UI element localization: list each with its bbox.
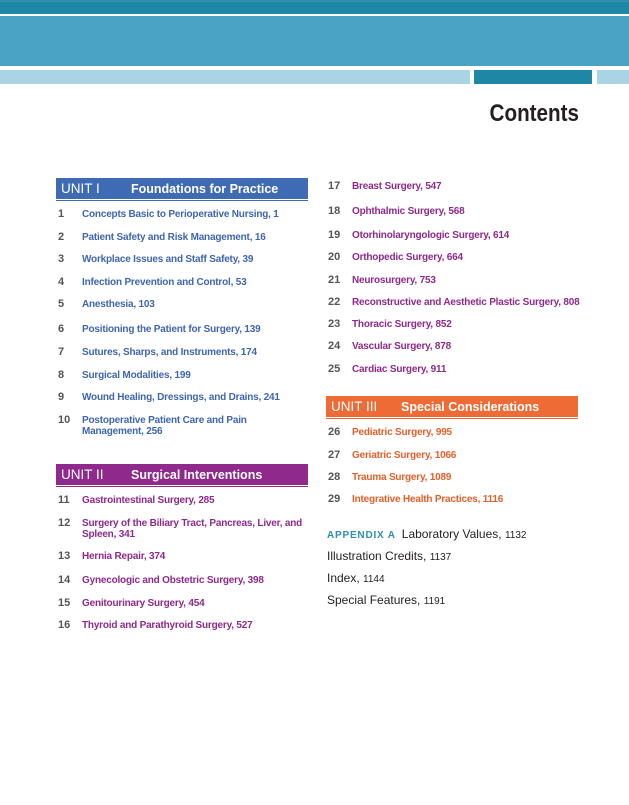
chapter-title: Hernia Repair, 374: [82, 551, 166, 562]
header-strip-light: [0, 70, 470, 84]
unit-rule: [326, 418, 578, 419]
header-band-dark: [0, 2, 629, 14]
toc-entry-8[interactable]: [58, 370, 306, 381]
chapter-number: 3: [58, 253, 65, 265]
unit-header-2: [56, 464, 308, 485]
backmatter-title: Index,: [327, 571, 360, 585]
toc-entry-20[interactable]: [328, 252, 576, 263]
toc-entry-22[interactable]: [328, 297, 602, 308]
toc-entry-29[interactable]: [328, 494, 576, 505]
toc-entry-21[interactable]: [328, 275, 576, 286]
chapter-title: Workplace Issues and Staff Safety, 39: [82, 254, 254, 265]
chapter-number: 28: [328, 471, 341, 483]
chapter-title: Pediatric Surgery, 995: [352, 427, 452, 438]
chapter-number: 4: [58, 276, 65, 288]
toc-entry-23[interactable]: [328, 319, 576, 330]
chapter-title: Neurosurgery, 753: [352, 275, 436, 286]
backmatter-entry-special-features[interactable]: [327, 593, 445, 607]
toc-entry-19[interactable]: [328, 230, 576, 241]
backmatter-page: 1191: [423, 596, 446, 607]
chapter-title: Genitourinary Surgery, 454: [82, 598, 205, 609]
chapter-title: Gynecologic and Obstetric Surgery, 398: [82, 575, 264, 586]
chapter-number: 21: [328, 274, 341, 286]
chapter-title: Ophthalmic Surgery, 568: [352, 206, 465, 217]
toc-entry-7[interactable]: [58, 347, 306, 358]
chapter-number: 14: [58, 574, 71, 586]
toc-entry-5[interactable]: [58, 299, 306, 310]
backmatter-page: 1137: [429, 552, 452, 563]
backmatter-entry-index[interactable]: [327, 571, 385, 585]
appendix-label: APPENDIX A: [327, 530, 396, 541]
toc-entry-13[interactable]: [58, 551, 306, 562]
chapter-title: Orthopedic Surgery, 664: [352, 252, 463, 263]
toc-entry-11[interactable]: [58, 495, 306, 506]
chapter-number: 2: [58, 231, 65, 243]
chapter-title: Cardiac Surgery, 911: [352, 364, 447, 375]
unit-rule: [56, 486, 308, 487]
chapter-title: Postoperative Patient Care and Pain Management, 256: [82, 415, 247, 437]
chapter-title: Wound Healing, Dressings, and Drains, 241: [82, 392, 280, 403]
chapter-number: 7: [58, 346, 65, 358]
toc-entry-3[interactable]: [58, 254, 306, 265]
toc-entry-2[interactable]: [58, 232, 306, 243]
chapter-number: 29: [328, 493, 341, 505]
chapter-number: 19: [328, 229, 341, 241]
toc-entry-10[interactable]: [58, 415, 272, 437]
toc-entry-28[interactable]: [328, 472, 576, 483]
chapter-number: 27: [328, 449, 341, 461]
chapter-number: 1: [58, 208, 65, 220]
chapter-title: Geriatric Surgery, 1066: [352, 450, 457, 461]
unit-number: UNIT III: [331, 399, 378, 414]
chapter-number: 20: [328, 251, 341, 263]
chapter-number: 25: [328, 363, 341, 375]
chapter-number: 15: [58, 597, 71, 609]
chapter-number: 8: [58, 369, 65, 381]
header-strip-accent: [474, 70, 592, 84]
chapter-title: Vascular Surgery, 878: [352, 341, 452, 352]
unit-title: Special Considerations: [401, 399, 540, 414]
chapter-number: 23: [328, 318, 341, 330]
chapter-title: Otorhinolaryngologic Surgery, 614: [352, 230, 510, 241]
chapter-title: Surgery of the Biliary Tract, Pancreas, Liver, and Spleen, 341: [82, 518, 303, 540]
appendix-page: 1132: [504, 530, 527, 541]
toc-entry-15[interactable]: [58, 598, 306, 609]
toc-entry-16[interactable]: [58, 620, 306, 631]
chapter-number: 26: [328, 426, 341, 438]
backmatter-title: Special Features,: [327, 593, 421, 607]
toc-entry-12[interactable]: [58, 518, 306, 540]
unit-title: Foundations for Practice: [131, 181, 279, 196]
toc-entry-17[interactable]: [328, 181, 576, 192]
unit-number: UNIT I: [61, 181, 100, 196]
toc-entry-1[interactable]: [58, 209, 306, 220]
chapter-number: 12: [58, 517, 71, 529]
header-band: [0, 16, 629, 66]
backmatter-page: 1144: [363, 574, 385, 585]
chapter-title: Sutures, Sharps, and Instruments, 174: [82, 347, 257, 358]
chapter-number: 18: [328, 205, 341, 217]
chapter-title: Trauma Surgery, 1089: [352, 472, 452, 483]
toc-entry-9[interactable]: [58, 392, 306, 403]
toc-entry-6[interactable]: [58, 324, 306, 335]
unit-header-1: [56, 178, 308, 199]
backmatter-entry-credits[interactable]: [327, 549, 451, 563]
chapter-number: 10: [58, 414, 71, 426]
chapter-title: Integrative Health Practices, 1116: [352, 494, 504, 505]
chapter-title: Patient Safety and Risk Management, 16: [82, 232, 266, 243]
unit-number: UNIT II: [61, 467, 104, 482]
chapter-title: Infection Prevention and Control, 53: [82, 277, 247, 288]
chapter-title: Positioning the Patient for Surgery, 139: [82, 324, 261, 335]
chapter-number: 16: [58, 619, 71, 631]
toc-entry-24[interactable]: [328, 341, 576, 352]
appendix-entry[interactable]: [327, 527, 526, 541]
chapter-title: Surgical Modalities, 199: [82, 370, 191, 381]
chapter-title: Thoracic Surgery, 852: [352, 319, 452, 330]
toc-entry-25[interactable]: [328, 364, 576, 375]
toc-entry-26[interactable]: [328, 427, 576, 438]
appendix-title: Laboratory Values,: [401, 527, 502, 541]
toc-entry-18[interactable]: [328, 206, 576, 217]
chapter-number: 17: [328, 180, 341, 192]
unit-title: Surgical Interventions: [131, 467, 263, 482]
chapter-title: Thyroid and Parathyroid Surgery, 527: [82, 620, 253, 631]
unit-header-3: [326, 396, 578, 417]
chapter-title: Breast Surgery, 547: [352, 181, 442, 192]
header-strip-light-right: [597, 70, 629, 84]
chapter-number: 22: [328, 296, 341, 308]
chapter-number: 24: [328, 340, 341, 352]
backmatter-title: Illustration Credits,: [327, 549, 427, 563]
chapter-number: 5: [58, 298, 65, 310]
unit-rule: [56, 200, 308, 201]
chapter-number: 9: [58, 391, 65, 403]
toc-entry-14[interactable]: [58, 575, 306, 586]
chapter-title: Reconstructive and Aesthetic Plastic Surgery, 808: [352, 297, 580, 308]
toc-entry-4[interactable]: [58, 277, 306, 288]
chapter-number: 6: [58, 323, 65, 335]
page-title: Contents: [489, 100, 579, 127]
chapter-title: Anesthesia, 103: [82, 299, 155, 310]
chapter-number: 11: [58, 494, 70, 506]
chapter-number: 13: [58, 550, 71, 562]
chapter-title: Concepts Basic to Perioperative Nursing, 1: [82, 209, 279, 220]
chapter-title: Gastrointestinal Surgery, 285: [82, 495, 215, 506]
toc-entry-27[interactable]: [328, 450, 576, 461]
